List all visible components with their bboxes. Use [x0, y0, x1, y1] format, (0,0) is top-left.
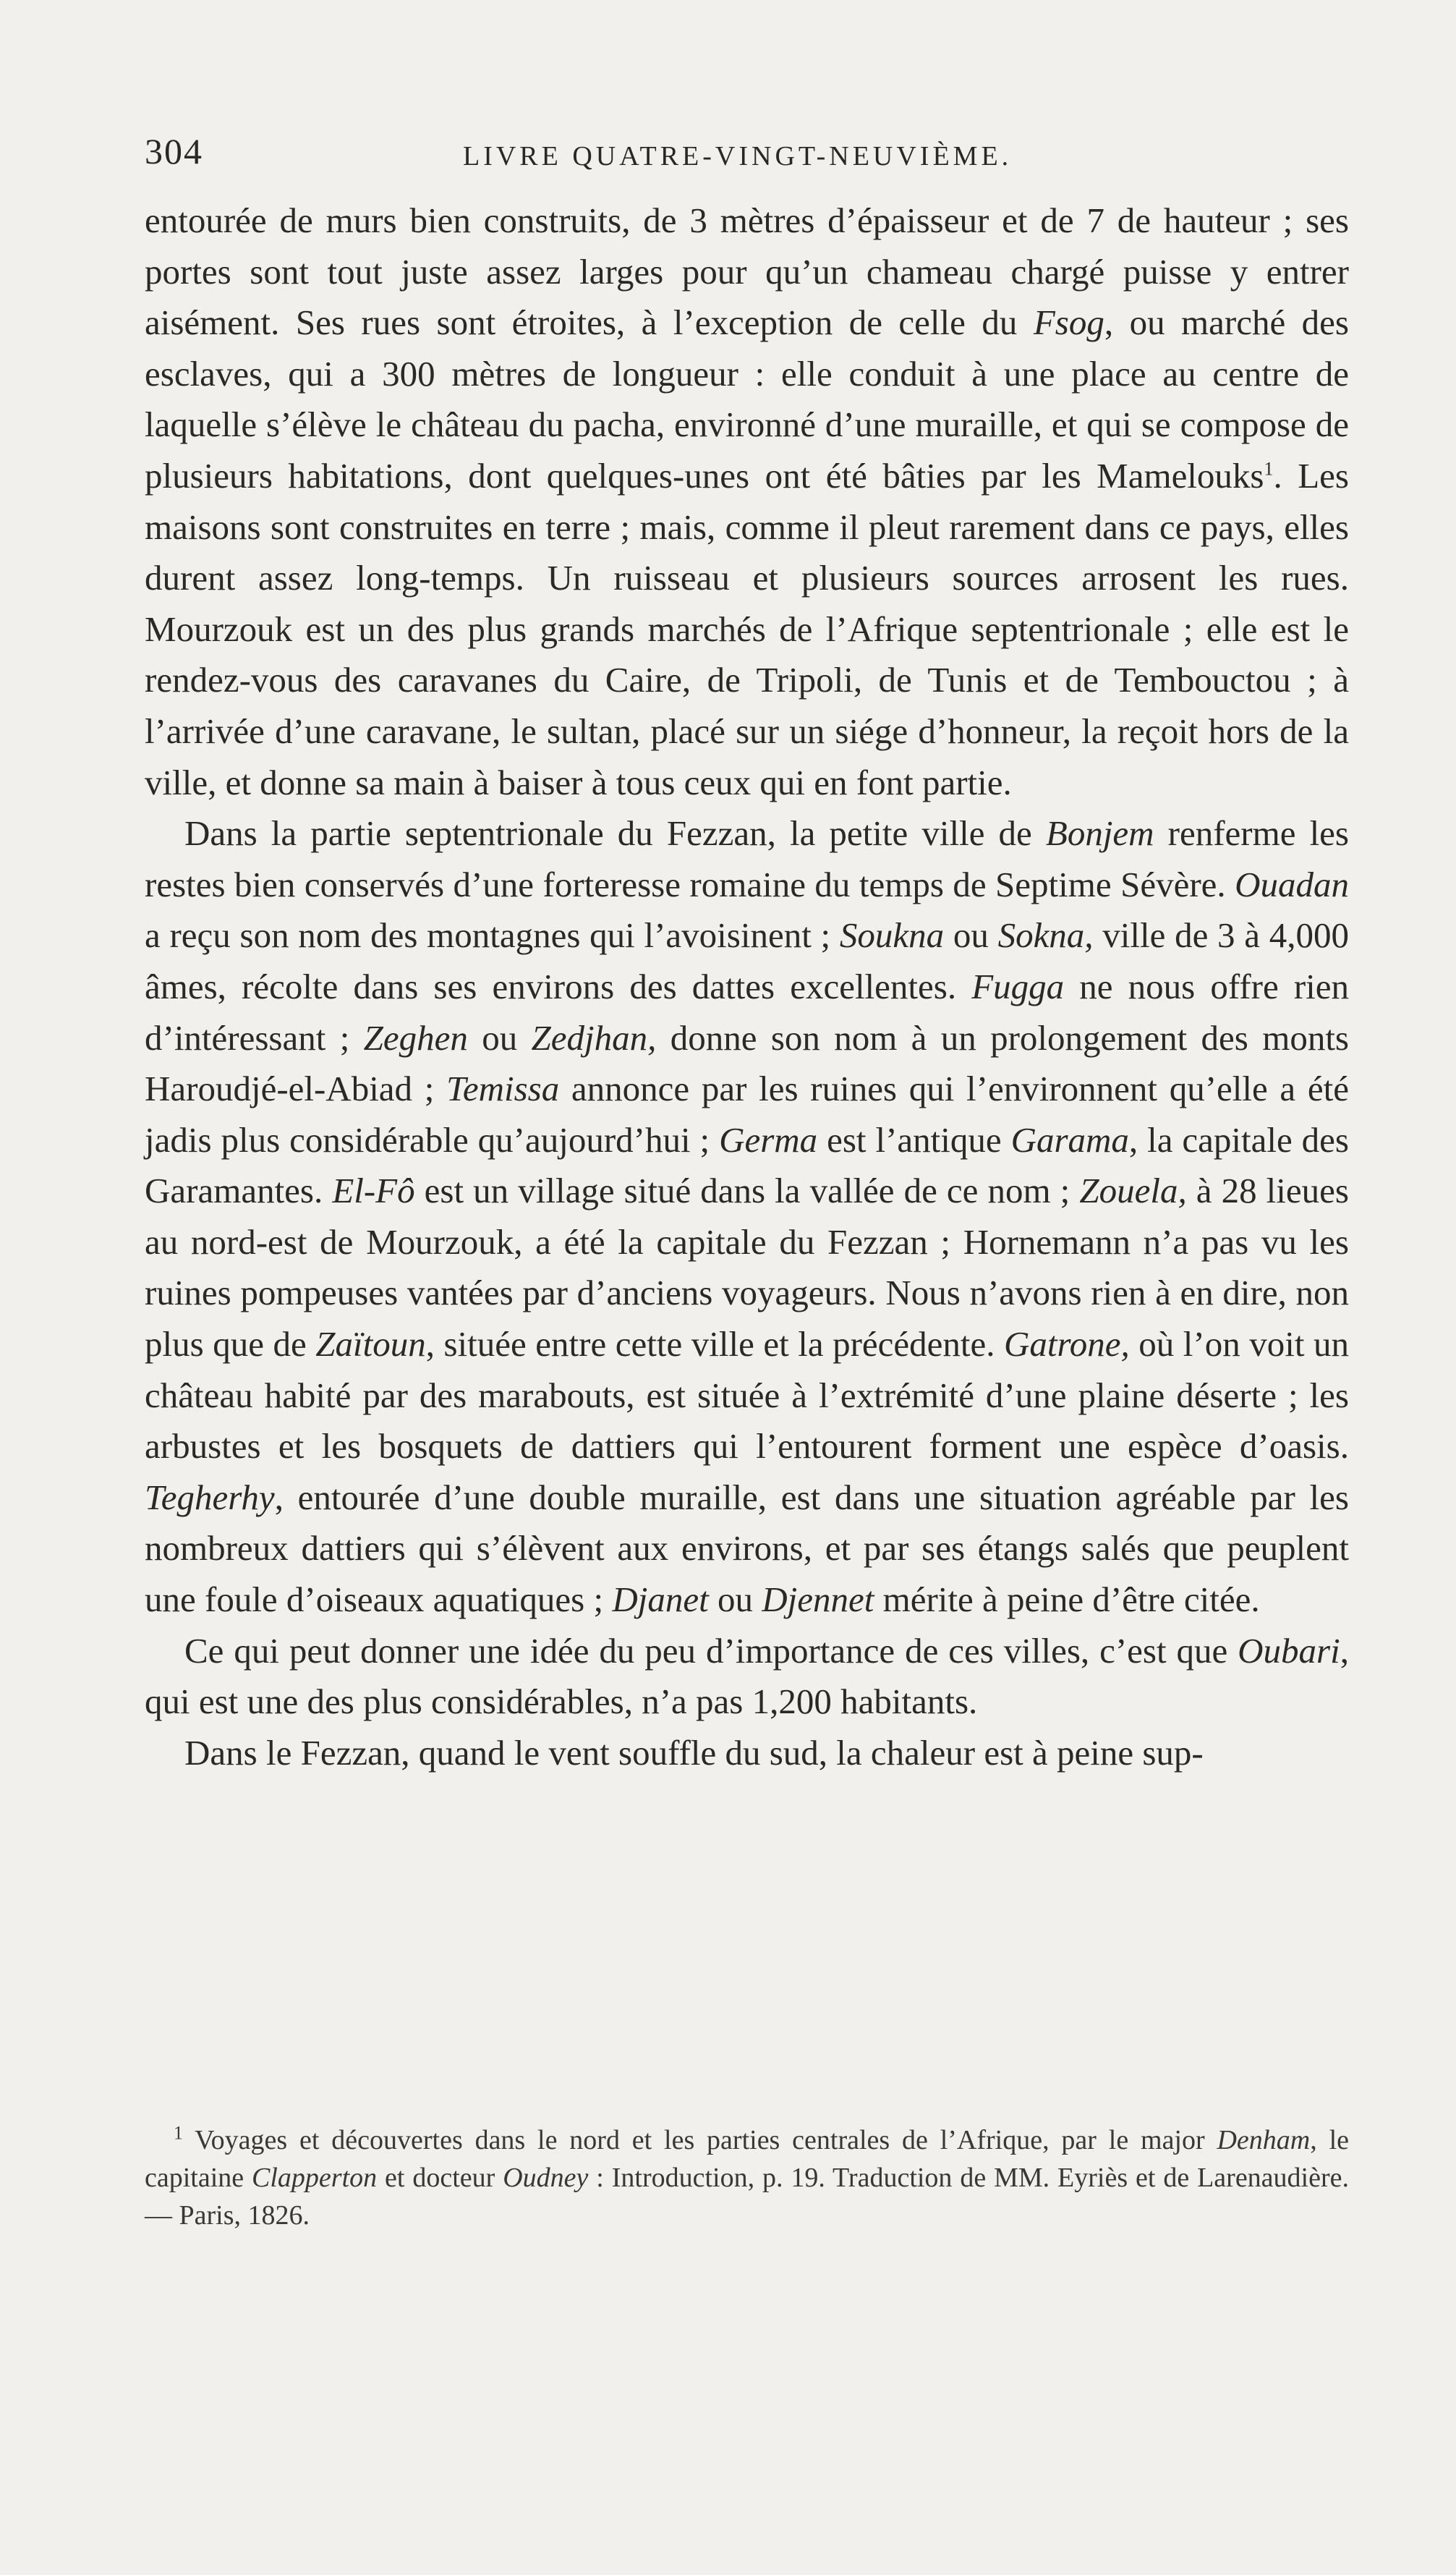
page-header — [145, 130, 1345, 181]
text-run: est l’antique — [817, 1119, 1011, 1160]
text-run: ville de 3 à 4,000 âmes, récolte dans ses environs des dattes excellentes. — [145, 915, 1349, 1006]
text-run: a reçu son nom des montagnes qui l’avoisinent ; — [145, 915, 840, 956]
text-run: donne son nom à un prolongement des monts Haroudjé-el-Abiad ; — [145, 1017, 1349, 1109]
footnote — [145, 2121, 1349, 2234]
text-run: mérite à peine d’être citée. — [874, 1579, 1260, 1620]
body-text — [145, 195, 1349, 1778]
place-name: Sokna, — [997, 915, 1094, 956]
text-run: où l’on voit un château habité par des marabouts, est située à l’extrémité d’une plaine déserte ; les arbustes et les bosquets de dattiers qui l’entourent forment une espèce d’oasis. — [145, 1324, 1349, 1467]
text-run: ou — [944, 915, 998, 956]
place-name: Zouela, — [1079, 1171, 1187, 1211]
text-run: , située entre cette ville et la précédente. — [425, 1324, 1005, 1365]
text-run: . Les maisons sont construites en terre ; mais, comme il pleut rarement dans ce pays, elles durent assez long-temps. Un ruisseau et plusieurs sources arrosent les rues. Mourzouk est un des plus grands marchés de l’Afrique septentrionale ; elle est le rendez-vous des caravanes du Caire, de Tripoli, de Tunis et de Tembouctou ; à l’arrivée d’une caravane, le sultan, placé sur un siége d’honneur, la reçoit hors de la ville, et donne sa main à baiser à tous ceux qui en font partie. — [145, 455, 1349, 802]
text-run: ou — [467, 1017, 532, 1058]
text-run: : Introduction, p. 19. Traduction de MM. Eyriès et de Larenaudière. — Paris, 1826. — [145, 2163, 1349, 2231]
place-name: Fsog — [1033, 302, 1104, 343]
place-name: Ouadan — [1235, 864, 1349, 904]
place-name: Denham — [1217, 2125, 1311, 2155]
text-run: ou — [708, 1579, 762, 1620]
text-run: , la capitale des Garamantes. — [145, 1119, 1349, 1211]
text-run: et docteur — [377, 2163, 503, 2193]
footnote-marker: 1 — [174, 2122, 183, 2144]
place-name: Oudney — [503, 2163, 589, 2193]
place-name: Zaïtoun — [315, 1324, 426, 1365]
text-run: renferme les restes bien conservés d’une forteresse romaine du temps de Septime Sévère. — [145, 813, 1350, 904]
place-name: Bonjem — [1045, 813, 1154, 854]
text-run: est un village situé dans la vallée de ce nom ; — [414, 1171, 1080, 1211]
text-run: , le capitaine — [145, 2125, 1349, 2193]
place-name: Oubari — [1238, 1630, 1340, 1671]
text-run: Dans la partie septentrionale du Fezzan, la petite ville de — [184, 813, 1046, 854]
text-run: Ce qui peut donner une idée du peu d’importance de ces villes, c’est que — [184, 1630, 1238, 1671]
text-run: à 28 lieues au nord-est de Mourzouk, a été la capitale du Fezzan ; Hornemann n’a pas vu les ruines pompeuses vantées par d’anciens voyageurs. Nous n’avons rien à en dire, non plus que de — [145, 1171, 1349, 1365]
place-name: Djennet — [762, 1579, 874, 1620]
paragraph — [145, 1626, 1349, 1728]
place-name: Zedjhan, — [531, 1017, 657, 1058]
place-name: Djanet — [612, 1579, 709, 1620]
place-name: Soukna — [839, 915, 945, 956]
paragraph — [145, 808, 1349, 1626]
place-name: El-Fô — [332, 1171, 415, 1211]
place-name: Clapperton — [252, 2163, 378, 2193]
page-number: 304 — [145, 131, 203, 171]
text-run: , ou marché des esclaves, qui a 300 mètres de longueur : elle conduit à une place au centre de laquelle s’élève le château du pacha, environné d’une muraille, et qui se compose de plusieurs habitations, dont quelques-unes ont été bâties par les Mamelouks — [145, 302, 1349, 496]
text-run: , entourée d’une double muraille, est dans une situation agréable par les nombreux dattiers qui s’élèvent aux environs, et par ses étangs salés que peuplent une foule d’oiseaux aquatiques ; — [145, 1477, 1349, 1620]
place-name: Temissa — [446, 1069, 560, 1109]
text-run: annonce par les ruines qui l’environnent qu’elle a été jadis plus considérable qu’aujourd’hui ; — [145, 1069, 1349, 1160]
footnote-marker: 1 — [1264, 458, 1274, 480]
text-run: entourée de murs bien construits, de 3 mètres d’épaisseur et de 7 de hauteur ; ses portes sont tout juste assez larges pour qu’un chameau chargé puisse y entrer aisément. Ses rues sont étroites, à l’exception de celle du — [145, 200, 1349, 343]
place-name: Fugga — [971, 966, 1065, 1006]
place-name: Tegherhy — [145, 1477, 275, 1517]
running-head: LIVRE QUATRE-VINGT-NEUVIÈME. — [463, 141, 1013, 171]
text-run: Voyages et découvertes dans le nord et les parties centrales de l’Afrique, par le major — [183, 2125, 1217, 2155]
place-name: Zeghen — [363, 1017, 468, 1058]
text-run: Dans le Fezzan, quand le vent souffle du sud, la chaleur est à peine sup- — [184, 1732, 1204, 1773]
paragraph — [145, 1728, 1349, 1779]
text-run: , qui est une des plus considérables, n’a pas 1,200 habitants. — [145, 1630, 1349, 1722]
paragraph — [145, 195, 1349, 808]
text-run: ne nous offre rien d’intéressant ; — [145, 966, 1350, 1058]
place-name: Gatrone, — [1004, 1324, 1130, 1365]
place-name: Germa — [719, 1119, 818, 1160]
place-name: Garama — [1010, 1119, 1129, 1160]
